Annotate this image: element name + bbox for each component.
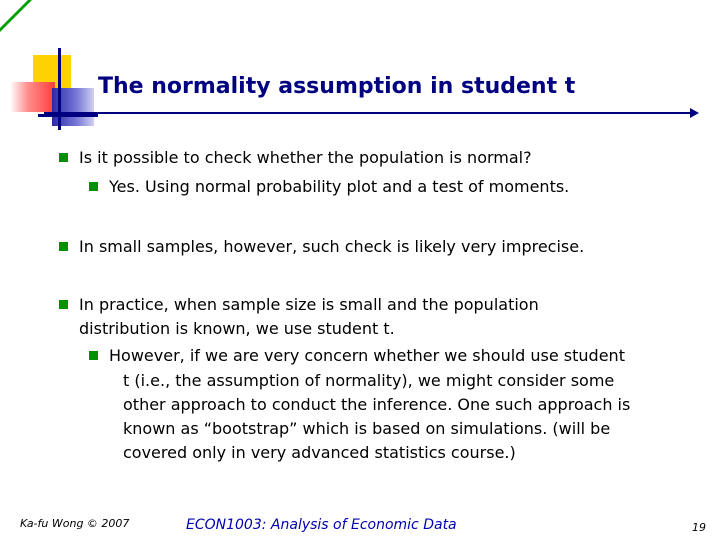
bullet-1: Is it possible to check whether the population is normal? bbox=[79, 148, 532, 167]
bullet-3-1-line-3: other approach to conduct the inference. One such approach is bbox=[123, 395, 631, 414]
footer-course: ECON1003: Analysis of Economic Data bbox=[186, 517, 457, 533]
bullet-marker-icon bbox=[59, 153, 68, 162]
bullet-2: In small samples, however, such check is likely very imprecise. bbox=[79, 237, 585, 256]
bullet-3-line-1: In practice, when sample size is small and the population bbox=[79, 295, 539, 314]
vertical-rule-decoration bbox=[58, 48, 61, 130]
sub-bullet-marker-icon bbox=[89, 351, 98, 360]
page-number: 19 bbox=[692, 521, 706, 534]
bullet-3-1-line-4: known as “bootstrap” which is based on simulations. (will be bbox=[123, 419, 611, 438]
slide-title: The normality assumption in student t bbox=[98, 74, 576, 99]
bullet-3-1-line-1: However, if we are very concern whether we should use student bbox=[109, 346, 625, 365]
title-underline bbox=[44, 112, 692, 114]
bullet-3-1-line-2: t (i.e., the assumption of normality), we might consider some bbox=[123, 371, 615, 390]
bullet-3-1-line-5: covered only in very advanced statistics course.) bbox=[123, 443, 516, 462]
bullet-marker-icon bbox=[59, 300, 68, 309]
sub-bullet-marker-icon bbox=[89, 182, 98, 191]
short-rule-decoration bbox=[38, 114, 98, 117]
footer-author: Ka-fu Wong © 2007 bbox=[20, 517, 130, 530]
bullet-marker-icon bbox=[59, 242, 68, 251]
red-square-decoration bbox=[10, 82, 55, 112]
corner-triangle-inner bbox=[0, 0, 28, 28]
bullet-1-1: Yes. Using normal probability plot and a test of moments. bbox=[109, 177, 570, 196]
arrowhead-icon bbox=[690, 108, 699, 118]
bullet-3-line-2: distribution is known, we use student t. bbox=[79, 319, 395, 338]
